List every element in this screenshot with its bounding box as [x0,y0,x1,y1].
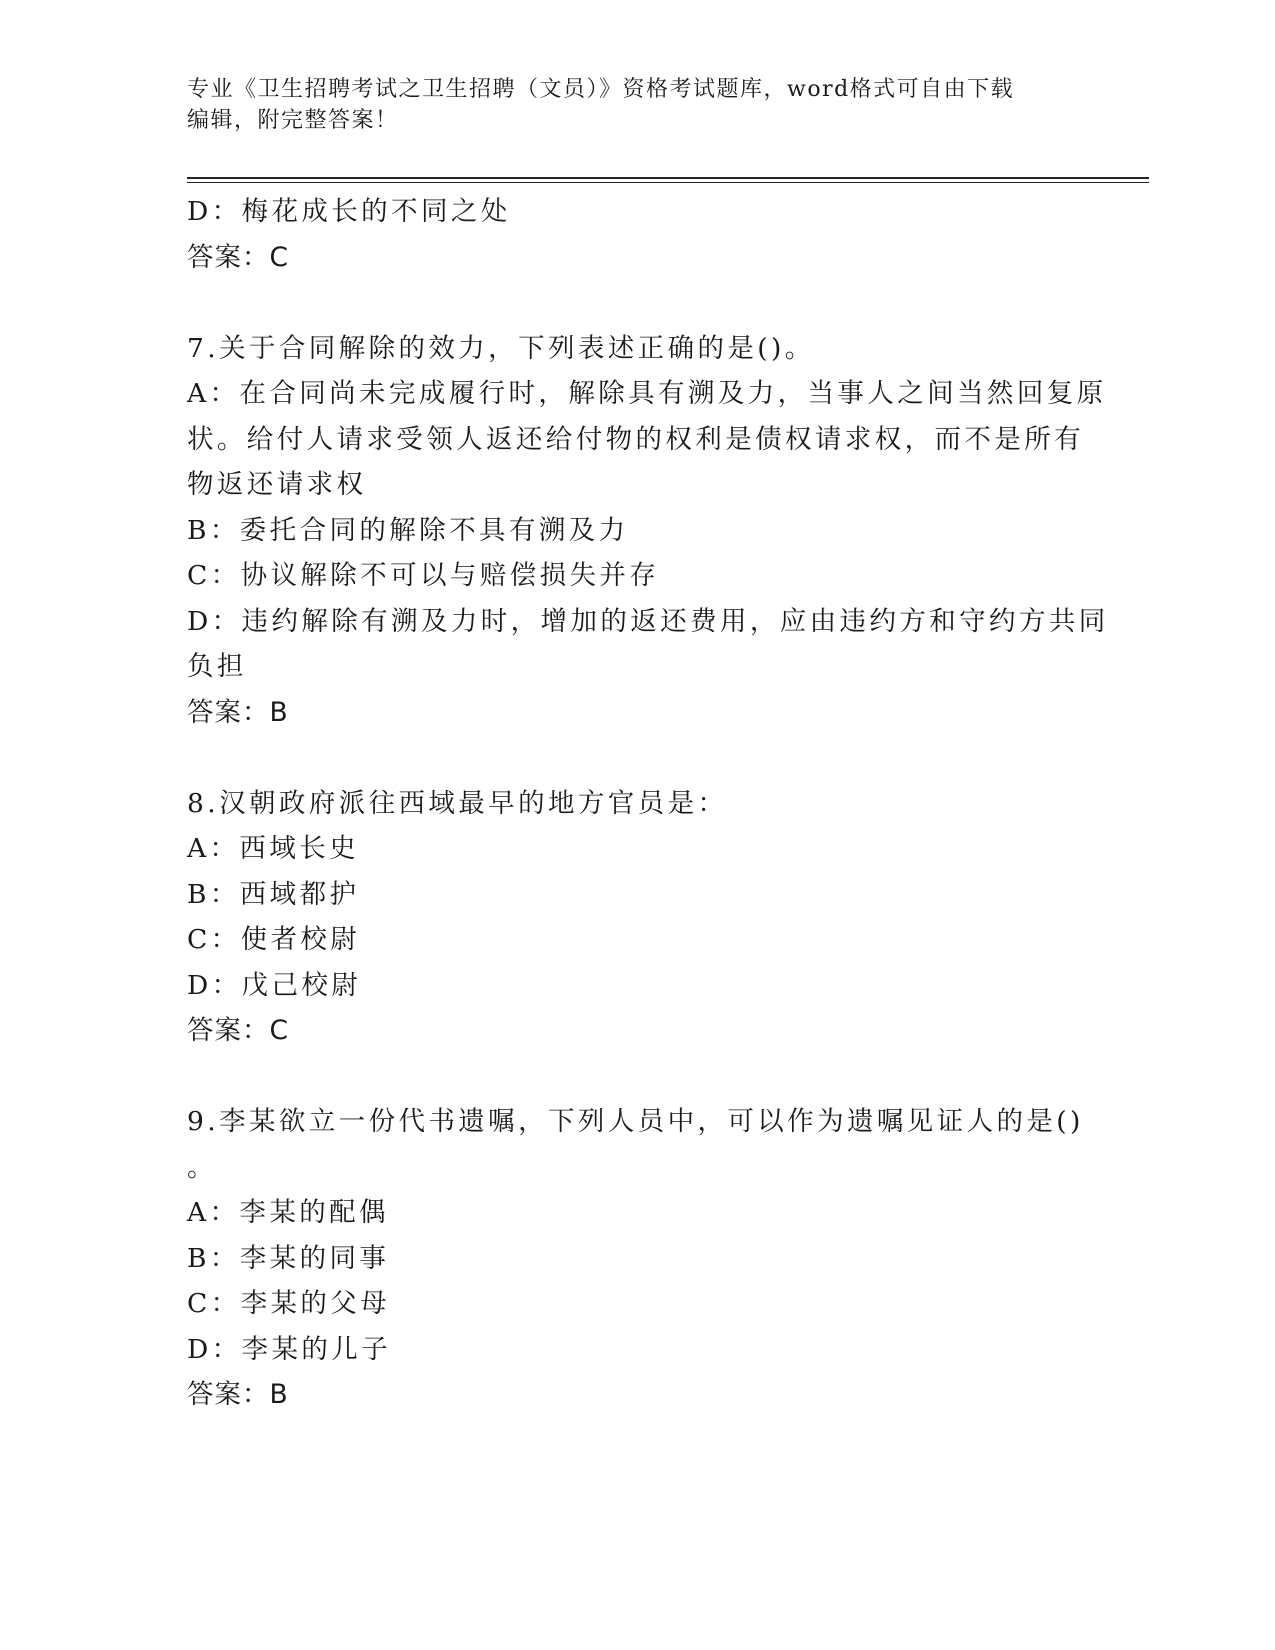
option-d: D：戊己校尉 [187,969,362,1001]
option-b: B：西域都护 [187,878,360,910]
question-stem-line-1: 9.李某欲立一份代书遗嘱，下列人员中，可以作为遗嘱见证人的是() [187,1106,1084,1137]
answer-label: 答案：C [187,1015,290,1046]
question-7 [187,326,1109,736]
question-list [187,189,1109,1418]
option-d: D：李某的儿子 [187,1333,392,1365]
answer-label: 答案：B [187,696,289,728]
option-b: B：委托合同的解除不具有溯及力 [187,514,629,546]
option-c: C：协议解除不可以与赔偿损失并存 [187,560,660,591]
option-d-line-2: 负担 [187,651,247,682]
spacer [187,1054,1087,1100]
header-divider-thick [187,177,1149,179]
option-a-line-3: 物返还请求权 [187,469,367,500]
option-d: D：梅花成长的不同之处 [187,196,511,227]
header-divider-thin [187,182,1149,183]
option-a: A：李某的配偶 [187,1197,389,1228]
question-8 [187,781,1087,1054]
question-stem: 7.关于合同解除的效力，下列表述正确的是()。 [187,332,815,364]
option-a-line-1: A：在合同尚未完成履行时，解除具有溯及力，当事人之间当然回复原 [187,378,1107,409]
option-a: A：西域长史 [187,833,360,864]
header-line-1: 专业《卫生招聘考试之卫生招聘（文员）》资格考试题库，word格式可自由下载 [187,77,1015,102]
option-a-line-2: 状。给付人请求受领人返还给付物的权利是债权请求权，而不是所有 [187,423,1084,455]
spacer [187,280,1087,326]
spacer [187,735,1087,781]
option-d-line-1: D：违约解除有溯及力时，增加的返还费用，应由违约方和守约方共同 [187,605,1109,637]
document-header [187,74,1087,136]
question-9 [187,1099,1087,1418]
question-6-continuation [187,189,1087,280]
option-c: C：李某的父母 [187,1288,391,1319]
answer-label: 答案：C [187,241,290,273]
question-stem: 8.汉朝政府派往西域最早的地方官员是： [187,787,728,819]
question-stem-line-2: 。 [187,1151,217,1183]
header-line-2: 编辑，附完整答案！ [187,108,399,133]
option-b: B：李某的同事 [187,1242,390,1274]
answer-label: 答案：B [187,1379,289,1410]
option-c: C：使者校尉 [187,924,361,955]
